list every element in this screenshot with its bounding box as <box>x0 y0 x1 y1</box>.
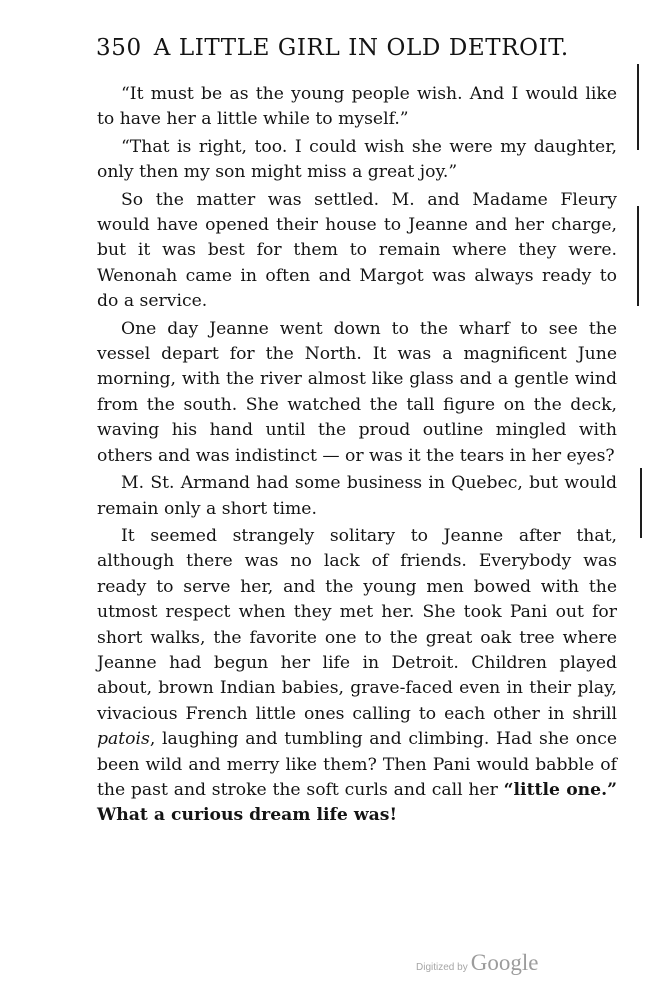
margin-mark <box>637 64 639 150</box>
bold-quote: “little one.” <box>503 779 617 800</box>
italic-word: patois <box>97 729 150 750</box>
digitized-label: Digitized by <box>416 962 468 973</box>
paragraph-1: “It must be as the young people wish. And I would like to have her a little while to myself.” <box>97 84 617 130</box>
paragraph-4: One day Jeanne went down to the wharf to see the vessel depart for the North. It was a magnificent June morning, with the river almost like glass and a gentle wind from the south. She watched the tall figure on the deck, waving his hand until the proud outline mingled with others and was indistinct — or was it the tears in her eyes? <box>97 318 617 466</box>
google-logo: Google <box>470 950 539 975</box>
paragraph-6-text-b: , laughing and tumbling and climbing. Had she once been wild and merry like them? Then Pani would babble of the past and stroke the soft curls and call her <box>97 729 617 800</box>
paragraph-6-text-a: It seemed strangely solitary to Jeanne after that, although there was no lack of friends. Everybody was ready to serve her, and the young men bowed with the utmost respect when they met her. She took Pani out for short walks, the favorite one to the great oak tree where Jeanne had begun her life in Detroit. Children played about, brown Indian babies, grave-faced even in their play, vivacious French little ones calling to each other in shrill <box>97 525 617 724</box>
running-header <box>96 34 616 62</box>
digitized-watermark <box>416 950 556 980</box>
paragraph-6 <box>97 524 617 829</box>
page-body <box>97 82 617 831</box>
running-title: A LITTLE GIRL IN OLD DETROIT. <box>153 35 569 61</box>
margin-mark <box>640 468 642 538</box>
paragraph-6-ending: What a curious dream life was! <box>97 805 397 826</box>
margin-mark <box>637 206 639 306</box>
paragraph-5: M. St. Armand had some business in Quebec, but would remain only a short time. <box>97 473 617 519</box>
page-number: 350 <box>96 35 142 61</box>
paragraph-3: So the matter was settled. M. and Madame Fleury would have opened their house to Jeanne and her charge, but it was best for them to remain where they were. Wenonah came in often and Margot was always ready to do a service. <box>97 189 617 312</box>
paragraph-2: “That is right, too. I could wish she were my daughter, only then my son might miss a great joy.” <box>97 136 617 183</box>
